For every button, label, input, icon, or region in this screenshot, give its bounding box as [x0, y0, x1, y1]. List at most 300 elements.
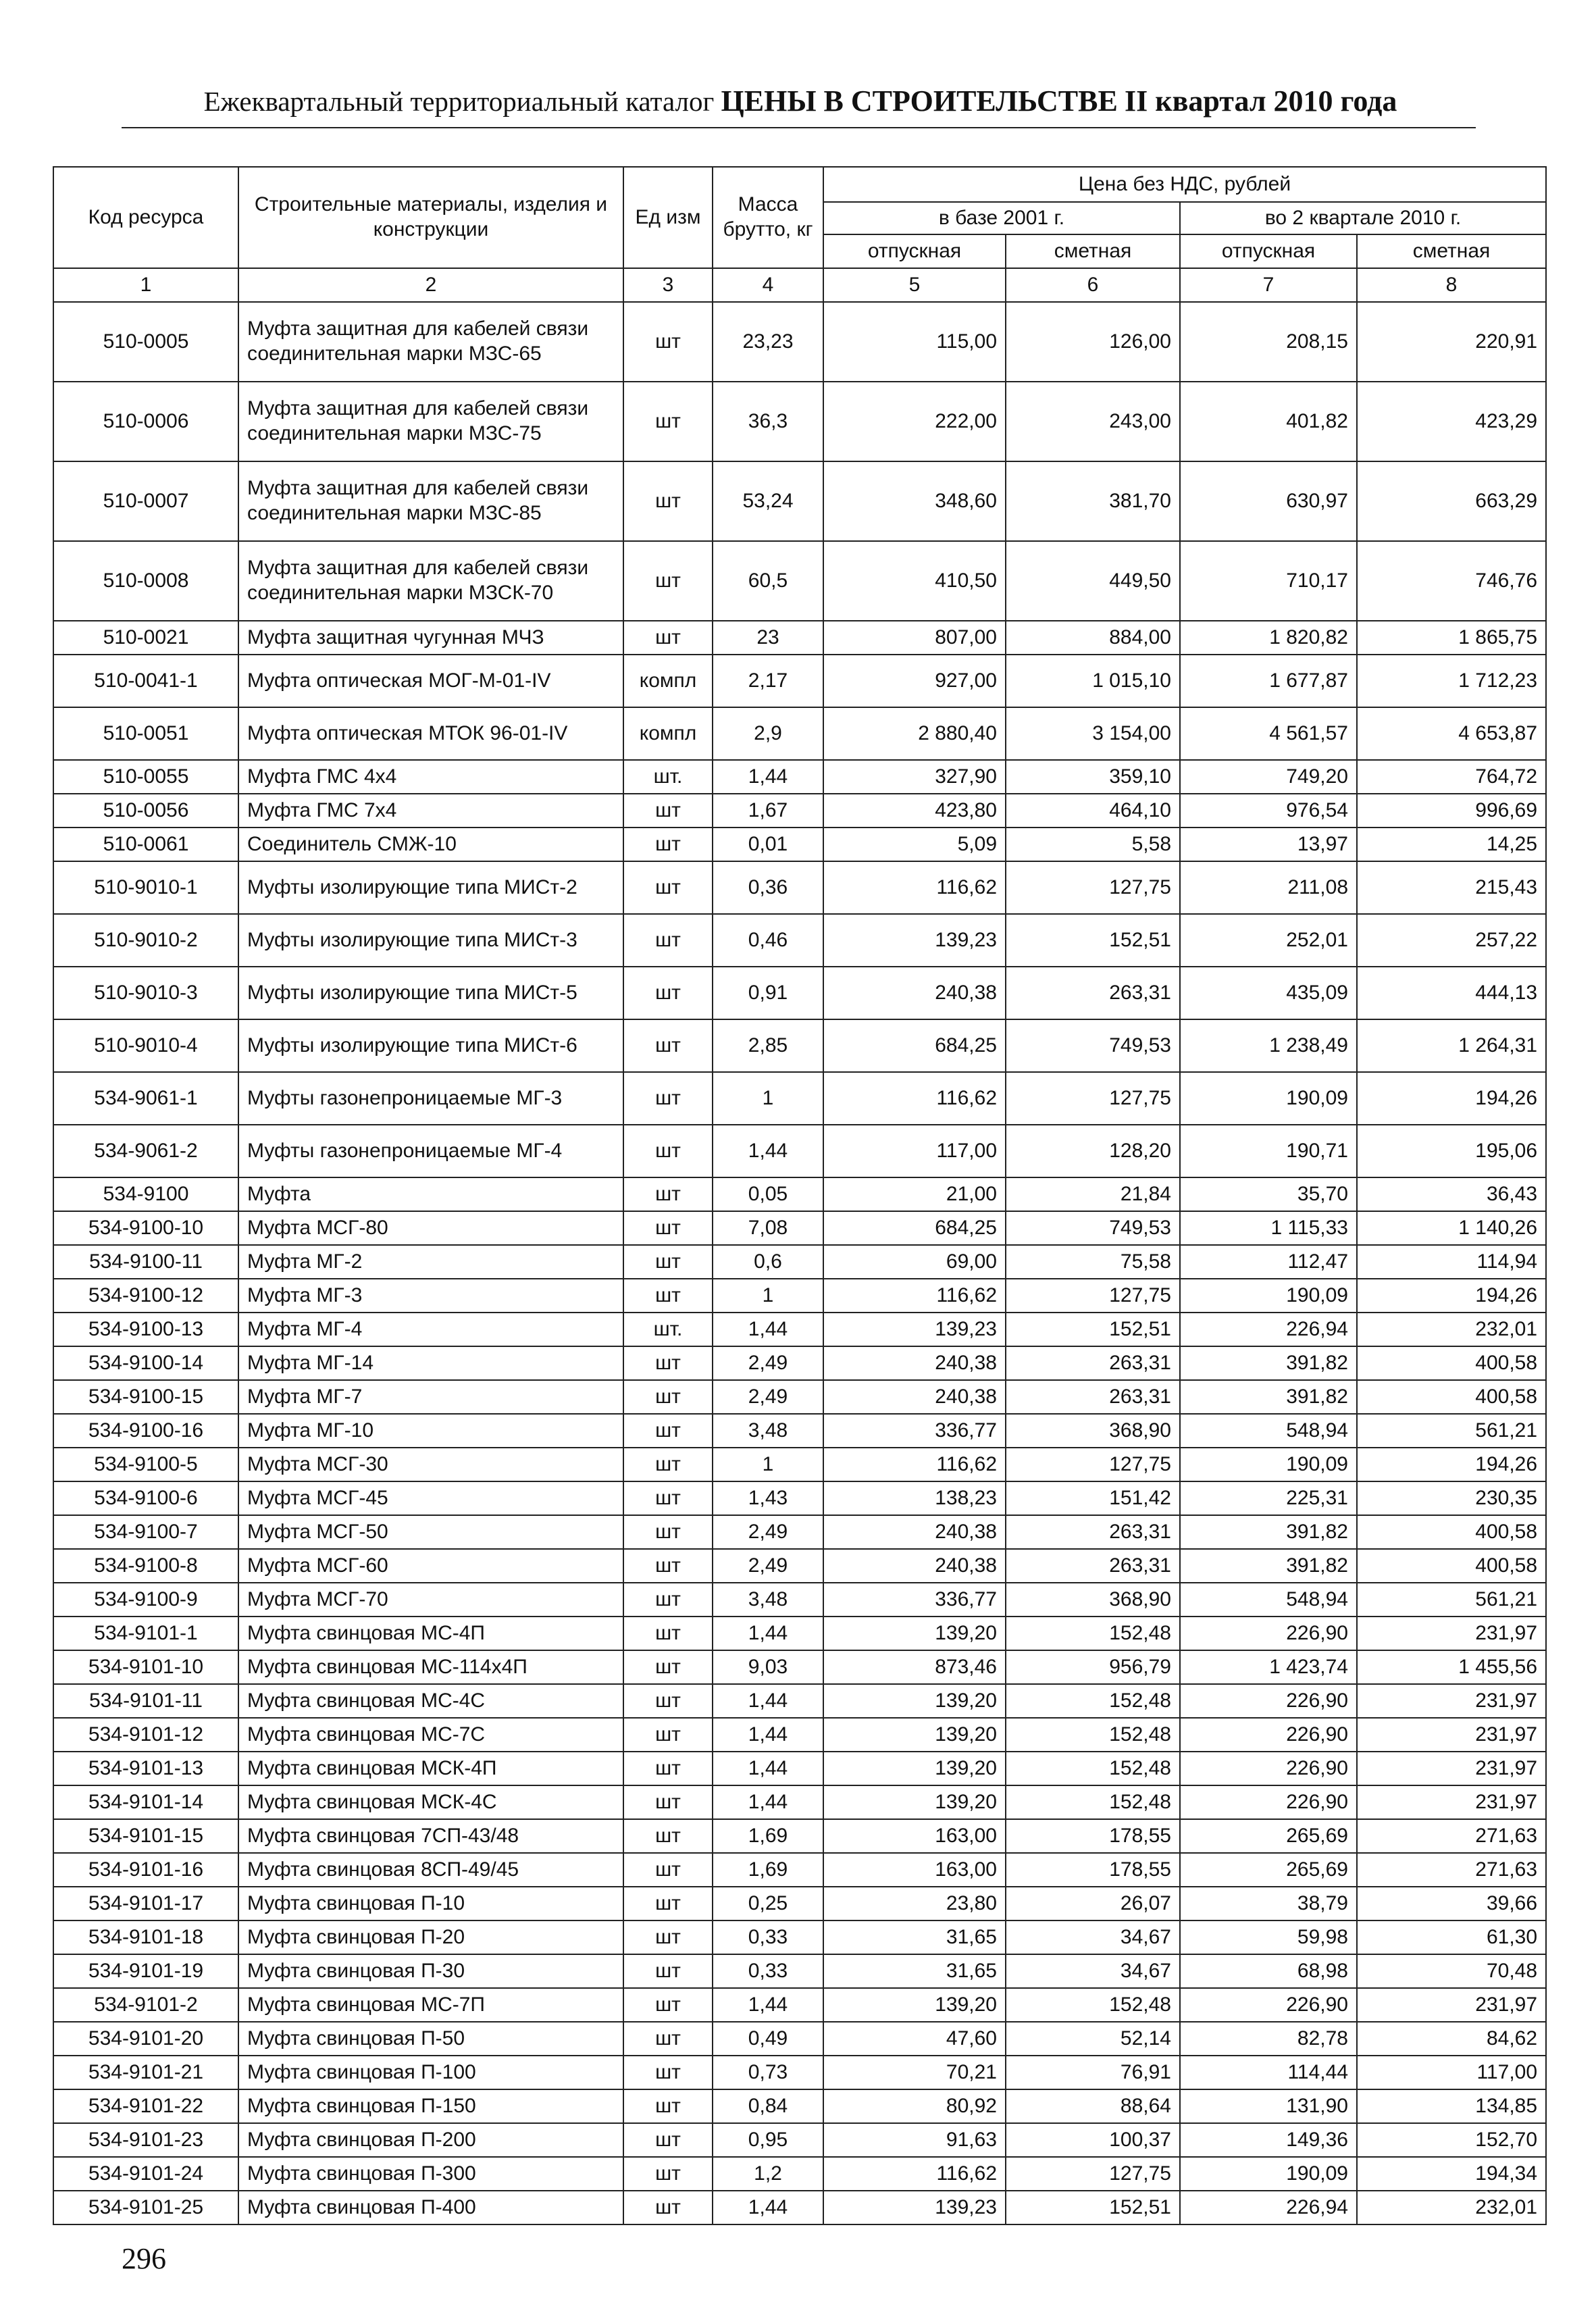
resource-code: 510-0051 [53, 707, 238, 760]
material-name: Муфта МГ-14 [238, 1346, 623, 1380]
resource-code: 534-9101-10 [53, 1650, 238, 1684]
table-row [53, 2022, 1546, 2056]
price-base-estimate: 368,90 [1006, 1414, 1180, 1448]
unit: шт [623, 1853, 713, 1887]
header-q2-estimate: сметная [1357, 234, 1546, 268]
price-base-estimate: 88,64 [1006, 2089, 1180, 2123]
price-base-estimate: 127,75 [1006, 1448, 1180, 1481]
material-name: Соединитель СМЖ-10 [238, 828, 623, 861]
price-base-estimate: 75,58 [1006, 1245, 1180, 1279]
table-row [53, 861, 1546, 914]
price-base-release: 69,00 [823, 1245, 1006, 1279]
table-row [53, 1019, 1546, 1072]
price-base-release: 873,46 [823, 1650, 1006, 1684]
price-base-estimate: 263,31 [1006, 1549, 1180, 1583]
table-row [53, 1887, 1546, 1920]
price-q2-release: 190,09 [1180, 1072, 1357, 1125]
table-row [53, 1549, 1546, 1583]
resource-code: 510-9010-4 [53, 1019, 238, 1072]
price-base-estimate: 21,84 [1006, 1177, 1180, 1211]
price-base-release: 116,62 [823, 1279, 1006, 1313]
price-q2-release: 226,94 [1180, 2191, 1357, 2224]
material-name: Муфта МГ-4 [238, 1313, 623, 1346]
resource-code: 534-9100-5 [53, 1448, 238, 1481]
gross-mass: 1,44 [713, 1988, 823, 2022]
price-base-release: 116,62 [823, 1448, 1006, 1481]
price-base-estimate: 100,37 [1006, 2123, 1180, 2157]
price-q2-release: 68,98 [1180, 1954, 1357, 1988]
gross-mass: 1,44 [713, 1313, 823, 1346]
unit: шт [623, 2022, 713, 2056]
material-name: Муфта МСГ-45 [238, 1481, 623, 1515]
gross-mass: 0,49 [713, 2022, 823, 2056]
header-q2-release: отпускная [1180, 234, 1357, 268]
resource-code: 534-9100-10 [53, 1211, 238, 1245]
unit: шт [623, 861, 713, 914]
resource-code: 534-9061-2 [53, 1125, 238, 1177]
price-base-release: 348,60 [823, 461, 1006, 541]
unit: шт [623, 1019, 713, 1072]
price-q2-release: 630,97 [1180, 461, 1357, 541]
gross-mass: 0,6 [713, 1245, 823, 1279]
price-q2-estimate: 663,29 [1357, 461, 1546, 541]
gross-mass: 1 [713, 1448, 823, 1481]
resource-code: 510-9010-2 [53, 914, 238, 967]
table-row [53, 760, 1546, 794]
price-q2-release: 391,82 [1180, 1515, 1357, 1549]
price-base-estimate: 178,55 [1006, 1853, 1180, 1887]
unit: шт [623, 794, 713, 828]
price-q2-release: 226,90 [1180, 1752, 1357, 1785]
table-row [53, 2089, 1546, 2123]
price-q2-release: 226,90 [1180, 1684, 1357, 1718]
unit: шт [623, 382, 713, 461]
price-q2-estimate: 194,26 [1357, 1279, 1546, 1313]
gross-mass: 1,2 [713, 2157, 823, 2191]
header-base-estimate: сметная [1006, 234, 1180, 268]
gross-mass: 23 [713, 621, 823, 655]
resource-code: 534-9100-8 [53, 1549, 238, 1583]
column-number: 3 [623, 268, 713, 302]
unit: шт [623, 1448, 713, 1481]
material-name: Муфты изолирующие типа МИСт-5 [238, 967, 623, 1019]
price-base-estimate: 127,75 [1006, 861, 1180, 914]
price-q2-estimate: 232,01 [1357, 1313, 1546, 1346]
resource-code: 534-9101-11 [53, 1684, 238, 1718]
gross-mass: 60,5 [713, 541, 823, 621]
price-base-release: 70,21 [823, 2056, 1006, 2089]
price-base-release: 80,92 [823, 2089, 1006, 2123]
price-q2-estimate: 117,00 [1357, 2056, 1546, 2089]
price-base-release: 139,20 [823, 1785, 1006, 1819]
unit: шт [623, 1481, 713, 1515]
unit: шт [623, 1617, 713, 1650]
unit: шт [623, 1988, 713, 2022]
price-q2-release: 710,17 [1180, 541, 1357, 621]
resource-code: 534-9100-12 [53, 1279, 238, 1313]
material-name: Муфты изолирующие типа МИСт-6 [238, 1019, 623, 1072]
price-catalog-table [53, 166, 1547, 2225]
resource-code: 534-9101-24 [53, 2157, 238, 2191]
price-base-release: 115,00 [823, 302, 1006, 382]
resource-code: 510-9010-3 [53, 967, 238, 1019]
price-base-release: 240,38 [823, 1549, 1006, 1583]
table-row [53, 1125, 1546, 1177]
price-base-release: 139,20 [823, 1617, 1006, 1650]
price-q2-estimate: 1 264,31 [1357, 1019, 1546, 1072]
header-base-2001: в базе 2001 г. [823, 202, 1180, 234]
price-base-release: 807,00 [823, 621, 1006, 655]
resource-code: 534-9101-18 [53, 1920, 238, 1954]
price-base-release: 116,62 [823, 2157, 1006, 2191]
table-row [53, 1211, 1546, 1245]
price-q2-estimate: 400,58 [1357, 1515, 1546, 1549]
material-name: Муфта свинцовая МСК-4П [238, 1752, 623, 1785]
price-q2-estimate: 232,01 [1357, 2191, 1546, 2224]
table-row [53, 1515, 1546, 1549]
unit: шт [623, 1954, 713, 1988]
price-base-estimate: 152,48 [1006, 1684, 1180, 1718]
gross-mass: 1,44 [713, 1684, 823, 1718]
price-base-release: 47,60 [823, 2022, 1006, 2056]
price-q2-release: 131,90 [1180, 2089, 1357, 2123]
resource-code: 534-9100-6 [53, 1481, 238, 1515]
price-q2-release: 225,31 [1180, 1481, 1357, 1515]
table-row [53, 1481, 1546, 1515]
material-name: Муфта свинцовая П-150 [238, 2089, 623, 2123]
material-name: Муфта оптическая МОГ-М-01-IV [238, 655, 623, 707]
gross-mass: 0,84 [713, 2089, 823, 2123]
unit: шт [623, 2191, 713, 2224]
unit: шт [623, 1279, 713, 1313]
price-q2-release: 265,69 [1180, 1853, 1357, 1887]
price-base-release: 139,20 [823, 1752, 1006, 1785]
material-name: Муфта защитная для кабелей связи соединительная марки МЗС-85 [238, 461, 623, 541]
price-base-estimate: 263,31 [1006, 967, 1180, 1019]
price-q2-estimate: 400,58 [1357, 1549, 1546, 1583]
price-q2-release: 226,90 [1180, 1988, 1357, 2022]
gross-mass: 3,48 [713, 1414, 823, 1448]
resource-code: 510-0021 [53, 621, 238, 655]
material-name: Муфта свинцовая П-50 [238, 2022, 623, 2056]
resource-code: 510-0008 [53, 541, 238, 621]
resource-code: 534-9101-17 [53, 1887, 238, 1920]
unit: шт [623, 1549, 713, 1583]
price-base-estimate: 152,51 [1006, 914, 1180, 967]
price-q2-estimate: 14,25 [1357, 828, 1546, 861]
gross-mass: 1,44 [713, 1617, 823, 1650]
price-q2-release: 190,09 [1180, 1279, 1357, 1313]
price-base-release: 139,20 [823, 1684, 1006, 1718]
unit: шт [623, 828, 713, 861]
material-name: Муфта МСГ-80 [238, 1211, 623, 1245]
material-name: Муфта МГ-7 [238, 1380, 623, 1414]
unit: шт [623, 1684, 713, 1718]
price-q2-release: 265,69 [1180, 1819, 1357, 1853]
price-q2-release: 391,82 [1180, 1549, 1357, 1583]
price-q2-estimate: 194,26 [1357, 1072, 1546, 1125]
column-number-row [53, 268, 1546, 302]
price-base-release: 139,23 [823, 914, 1006, 967]
price-base-estimate: 359,10 [1006, 760, 1180, 794]
price-base-estimate: 34,67 [1006, 1920, 1180, 1954]
material-name: Муфта свинцовая П-20 [238, 1920, 623, 1954]
table-row [53, 1346, 1546, 1380]
price-base-release: 5,09 [823, 828, 1006, 861]
table-row [53, 707, 1546, 760]
material-name: Муфты газонепроницаемые МГ-4 [238, 1125, 623, 1177]
resource-code: 534-9101-12 [53, 1718, 238, 1752]
gross-mass: 0,46 [713, 914, 823, 967]
price-q2-release: 82,78 [1180, 2022, 1357, 2056]
gross-mass: 53,24 [713, 461, 823, 541]
table-row [53, 1414, 1546, 1448]
unit: шт [623, 302, 713, 382]
material-name: Муфта свинцовая П-10 [238, 1887, 623, 1920]
column-number: 8 [1357, 268, 1546, 302]
table-row [53, 1988, 1546, 2022]
price-q2-release: 1 677,87 [1180, 655, 1357, 707]
gross-mass: 0,73 [713, 2056, 823, 2089]
unit: шт [623, 1650, 713, 1684]
price-base-release: 31,65 [823, 1920, 1006, 1954]
price-base-estimate: 3 154,00 [1006, 707, 1180, 760]
resource-code: 534-9101-20 [53, 2022, 238, 2056]
gross-mass: 0,33 [713, 1954, 823, 1988]
resource-code: 534-9100-7 [53, 1515, 238, 1549]
price-q2-estimate: 194,26 [1357, 1448, 1546, 1481]
gross-mass: 1 [713, 1279, 823, 1313]
price-base-estimate: 243,00 [1006, 382, 1180, 461]
gross-mass: 1,44 [713, 1785, 823, 1819]
price-base-estimate: 956,79 [1006, 1650, 1180, 1684]
price-base-release: 684,25 [823, 1019, 1006, 1072]
gross-mass: 1,44 [713, 1125, 823, 1177]
price-q2-release: 401,82 [1180, 382, 1357, 461]
page-header [128, 81, 1472, 122]
price-base-release: 117,00 [823, 1125, 1006, 1177]
resource-code: 534-9101-13 [53, 1752, 238, 1785]
unit: шт [623, 541, 713, 621]
table-row [53, 1177, 1546, 1211]
table-row [53, 1853, 1546, 1887]
gross-mass: 2,17 [713, 655, 823, 707]
price-base-estimate: 127,75 [1006, 1279, 1180, 1313]
price-base-estimate: 128,20 [1006, 1125, 1180, 1177]
column-number: 2 [238, 268, 623, 302]
price-base-estimate: 152,48 [1006, 1785, 1180, 1819]
price-base-estimate: 1 015,10 [1006, 655, 1180, 707]
gross-mass: 1,43 [713, 1481, 823, 1515]
material-name: Муфта свинцовая МС-114x4П [238, 1650, 623, 1684]
resource-code: 534-9061-1 [53, 1072, 238, 1125]
price-base-release: 116,62 [823, 861, 1006, 914]
price-q2-estimate: 39,66 [1357, 1887, 1546, 1920]
unit: шт [623, 1785, 713, 1819]
price-base-release: 2 880,40 [823, 707, 1006, 760]
price-base-release: 240,38 [823, 967, 1006, 1019]
price-q2-release: 749,20 [1180, 760, 1357, 794]
table-row [53, 302, 1546, 382]
price-q2-estimate: 231,97 [1357, 1988, 1546, 2022]
price-q2-release: 211,08 [1180, 861, 1357, 914]
material-name: Муфта свинцовая МС-4С [238, 1684, 623, 1718]
table-row [53, 1684, 1546, 1718]
price-q2-estimate: 231,97 [1357, 1617, 1546, 1650]
unit: шт [623, 1380, 713, 1414]
price-q2-release: 4 561,57 [1180, 707, 1357, 760]
price-q2-estimate: 996,69 [1357, 794, 1546, 828]
price-q2-estimate: 746,76 [1357, 541, 1546, 621]
price-q2-estimate: 70,48 [1357, 1954, 1546, 1988]
gross-mass: 0,33 [713, 1920, 823, 1954]
price-base-release: 240,38 [823, 1380, 1006, 1414]
price-base-estimate: 76,91 [1006, 2056, 1180, 2089]
price-q2-estimate: 195,06 [1357, 1125, 1546, 1177]
price-q2-release: 252,01 [1180, 914, 1357, 967]
price-base-release: 410,50 [823, 541, 1006, 621]
header-base-release: отпускная [823, 234, 1006, 268]
material-name: Муфта МСГ-60 [238, 1549, 623, 1583]
material-name: Муфты изолирующие типа МИСт-3 [238, 914, 623, 967]
table-row [53, 461, 1546, 541]
gross-mass: 1,44 [713, 760, 823, 794]
price-base-estimate: 151,42 [1006, 1481, 1180, 1515]
material-name: Муфта свинцовая П-100 [238, 2056, 623, 2089]
resource-code: 534-9100 [53, 1177, 238, 1211]
unit: шт [623, 1245, 713, 1279]
table-row [53, 914, 1546, 967]
price-q2-release: 112,47 [1180, 1245, 1357, 1279]
unit: шт [623, 1920, 713, 1954]
table-row [53, 1583, 1546, 1617]
price-q2-estimate: 36,43 [1357, 1177, 1546, 1211]
gross-mass: 2,85 [713, 1019, 823, 1072]
price-base-release: 927,00 [823, 655, 1006, 707]
material-name: Муфта свинцовая МС-7С [238, 1718, 623, 1752]
price-base-release: 23,80 [823, 1887, 1006, 1920]
price-q2-estimate: 561,21 [1357, 1583, 1546, 1617]
column-number: 1 [53, 268, 238, 302]
resource-code: 534-9101-1 [53, 1617, 238, 1650]
price-q2-release: 226,90 [1180, 1785, 1357, 1819]
gross-mass: 3,48 [713, 1583, 823, 1617]
price-q2-estimate: 400,58 [1357, 1380, 1546, 1414]
gross-mass: 9,03 [713, 1650, 823, 1684]
price-q2-estimate: 231,97 [1357, 1785, 1546, 1819]
price-q2-release: 1 423,74 [1180, 1650, 1357, 1684]
column-number: 4 [713, 268, 823, 302]
unit: шт [623, 967, 713, 1019]
resource-code: 534-9100-13 [53, 1313, 238, 1346]
table-row [53, 1279, 1546, 1313]
table-row [53, 1920, 1546, 1954]
price-q2-estimate: 444,13 [1357, 967, 1546, 1019]
header-code: Код ресурса [53, 167, 238, 268]
price-base-estimate: 263,31 [1006, 1515, 1180, 1549]
unit: шт [623, 1177, 713, 1211]
gross-mass: 1,69 [713, 1853, 823, 1887]
price-q2-estimate: 257,22 [1357, 914, 1546, 967]
price-base-estimate: 26,07 [1006, 1887, 1180, 1920]
material-name: Муфта свинцовая МСК-4С [238, 1785, 623, 1819]
unit: шт. [623, 1313, 713, 1346]
price-base-release: 222,00 [823, 382, 1006, 461]
unit: компл [623, 655, 713, 707]
price-q2-release: 548,94 [1180, 1583, 1357, 1617]
table-row [53, 1448, 1546, 1481]
price-base-estimate: 178,55 [1006, 1819, 1180, 1853]
table-row [53, 541, 1546, 621]
unit: шт [623, 1125, 713, 1177]
gross-mass: 23,23 [713, 302, 823, 382]
resource-code: 510-0056 [53, 794, 238, 828]
header-prefix: Ежеквартальный территориальный каталог [203, 86, 715, 117]
resource-code: 534-9101-21 [53, 2056, 238, 2089]
material-name: Муфта свинцовая П-30 [238, 1954, 623, 1988]
price-base-release: 684,25 [823, 1211, 1006, 1245]
table-row [53, 1313, 1546, 1346]
price-q2-release: 35,70 [1180, 1177, 1357, 1211]
price-q2-estimate: 231,97 [1357, 1718, 1546, 1752]
price-q2-estimate: 1 865,75 [1357, 621, 1546, 655]
material-name: Муфты изолирующие типа МИСт-2 [238, 861, 623, 914]
price-base-release: 423,80 [823, 794, 1006, 828]
unit: шт [623, 2157, 713, 2191]
price-base-estimate: 464,10 [1006, 794, 1180, 828]
price-q2-release: 226,90 [1180, 1617, 1357, 1650]
resource-code: 534-9100-9 [53, 1583, 238, 1617]
table-header [53, 167, 1546, 302]
price-q2-estimate: 134,85 [1357, 2089, 1546, 2123]
price-base-estimate: 381,70 [1006, 461, 1180, 541]
resource-code: 534-9100-15 [53, 1380, 238, 1414]
resource-code: 510-0005 [53, 302, 238, 382]
price-q2-estimate: 114,94 [1357, 1245, 1546, 1279]
gross-mass: 1,44 [713, 1718, 823, 1752]
price-base-estimate: 368,90 [1006, 1583, 1180, 1617]
table-row [53, 1752, 1546, 1785]
unit: шт [623, 1752, 713, 1785]
price-q2-release: 190,09 [1180, 1448, 1357, 1481]
gross-mass: 7,08 [713, 1211, 823, 1245]
price-base-release: 139,20 [823, 1988, 1006, 2022]
table-row [53, 2191, 1546, 2224]
price-base-release: 240,38 [823, 1346, 1006, 1380]
material-name: Муфта МГ-2 [238, 1245, 623, 1279]
unit: шт [623, 2056, 713, 2089]
material-name: Муфта ГМС 4x4 [238, 760, 623, 794]
price-base-release: 21,00 [823, 1177, 1006, 1211]
material-name: Муфта МСГ-30 [238, 1448, 623, 1481]
gross-mass: 0,91 [713, 967, 823, 1019]
material-name: Муфта защитная чугунная МЧЗ [238, 621, 623, 655]
price-base-estimate: 749,53 [1006, 1211, 1180, 1245]
resource-code: 534-9101-19 [53, 1954, 238, 1988]
table-body [53, 302, 1546, 2224]
table-row [53, 382, 1546, 461]
table-row [53, 794, 1546, 828]
price-base-release: 139,20 [823, 1718, 1006, 1752]
price-q2-estimate: 84,62 [1357, 2022, 1546, 2056]
column-number: 6 [1006, 268, 1180, 302]
material-name: Муфта МСГ-50 [238, 1515, 623, 1549]
resource-code: 534-9100-11 [53, 1245, 238, 1279]
gross-mass: 1,44 [713, 2191, 823, 2224]
unit: шт [623, 2089, 713, 2123]
price-q2-estimate: 423,29 [1357, 382, 1546, 461]
price-base-estimate: 749,53 [1006, 1019, 1180, 1072]
